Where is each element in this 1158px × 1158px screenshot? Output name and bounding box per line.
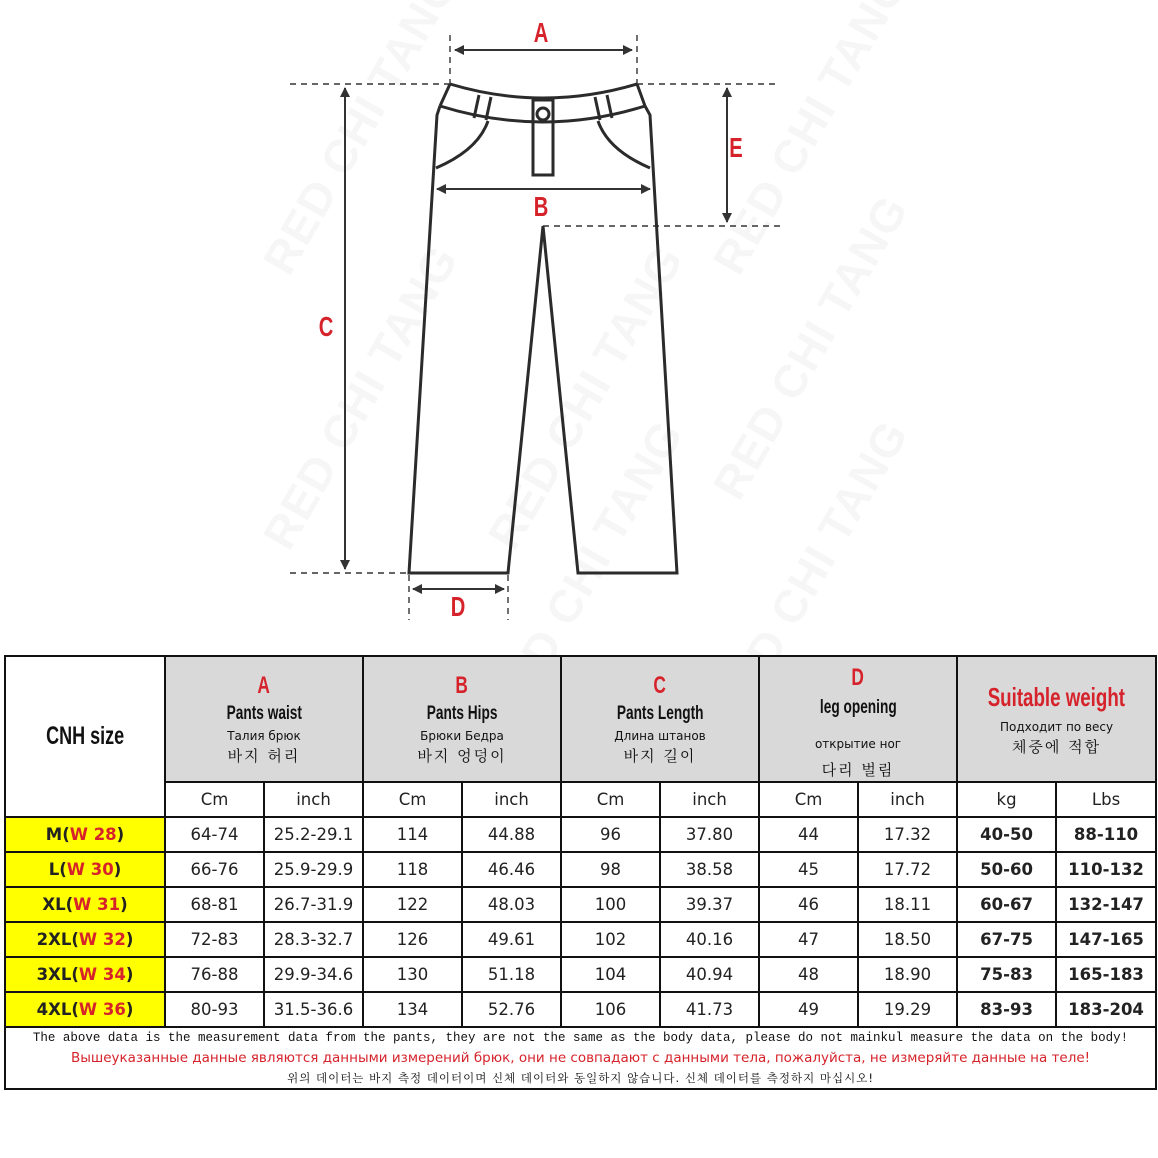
unit-length-inch: inch [660,782,759,817]
length-cm: 98 [561,852,660,887]
unit-row [5,782,1156,817]
leg-cm: 45 [759,852,858,887]
unit-hips-cm: Cm [363,782,462,817]
leg-cm: 46 [759,887,858,922]
note-row [5,1027,1156,1089]
unit-lbs: Lbs [1056,782,1156,817]
waist-inch: 28.3-32.7 [264,922,363,957]
waist-cm: 76-88 [165,957,264,992]
length-cm: 96 [561,817,660,852]
unit-waist-cm: Cm [165,782,264,817]
hips-inch: 46.46 [462,852,561,887]
length-cm: 106 [561,992,660,1027]
hips-inch: 51.18 [462,957,561,992]
length-inch: 40.16 [660,922,759,957]
leg-inch: 18.90 [858,957,957,992]
weight-lbs: 88-110 [1056,817,1156,852]
note-korean: 위의 데이터는 바지 측정 데이터이며 신체 데이터와 동일하지 않습니다. 신체 데이터를 측정하지 마십시오! [287,1071,874,1085]
size-label: M(W 28) [5,817,165,852]
waist-cm: 72-83 [165,922,264,957]
leg-cm: 48 [759,957,858,992]
length-cm: 104 [561,957,660,992]
weight-lbs: 110-132 [1056,852,1156,887]
waist-cm: 80-93 [165,992,264,1027]
unit-kg: kg [957,782,1056,817]
letter-d: D [851,664,865,691]
leg-cm: 47 [759,922,858,957]
note-russian: Вышеуказанные данные являются данными измерений брюк, они не совпадают с данными тела, пожалуйста, не измеряйте данные на теле! [70,1050,1091,1066]
length-cm: 102 [561,922,660,957]
header-row [5,656,1156,782]
hips-inch: 48.03 [462,887,561,922]
header-length: C Pants Length Длина штанов 바지 길이 [561,656,759,782]
header-waist: A Pants waist Талия брюк 바지 허리 [165,656,363,782]
waist-inch: 31.5-36.6 [264,992,363,1027]
hips-cm: 114 [363,817,462,852]
leg-cm: 49 [759,992,858,1027]
waist-inch: 25.2-29.1 [264,817,363,852]
unit-leg-cm: Cm [759,782,858,817]
weight-kg: 67-75 [957,922,1056,957]
length-cm: 100 [561,887,660,922]
hips-inch: 49.61 [462,922,561,957]
size-label: L(W 30) [5,852,165,887]
weight-kg: 83-93 [957,992,1056,1027]
label-c: C [318,311,334,342]
weight-kg: 75-83 [957,957,1056,992]
measurement-note [5,1027,1156,1089]
header-suitable-weight: Suitable weight Подходит по весу 체중에 적합 [957,656,1156,782]
length-inch: 40.94 [660,957,759,992]
cnh-size-header: CNH size [5,656,165,817]
waist-cm: 64-74 [165,817,264,852]
hips-cm: 126 [363,922,462,957]
length-inch: 41.73 [660,992,759,1027]
header-hips: B Pants Hips Брюки Бедра 바지 엉덩이 [363,656,561,782]
label-a: A [533,17,549,48]
table-row [5,852,1156,887]
waist-inch: 25.9-29.9 [264,852,363,887]
label-e: E [729,132,743,163]
length-inch: 39.37 [660,887,759,922]
unit-length-cm: Cm [561,782,660,817]
hips-cm: 122 [363,887,462,922]
table-row [5,922,1156,957]
size-chart-table [4,655,1157,1090]
weight-lbs: 183-204 [1056,992,1156,1027]
leg-inch: 17.72 [858,852,957,887]
size-label: XL(W 31) [5,887,165,922]
unit-hips-inch: inch [462,782,561,817]
waist-inch: 26.7-31.9 [264,887,363,922]
unit-waist-inch: inch [264,782,363,817]
weight-kg: 60-67 [957,887,1056,922]
weight-lbs: 132-147 [1056,887,1156,922]
leg-inch: 18.50 [858,922,957,957]
leg-inch: 19.29 [858,992,957,1027]
table-row [5,817,1156,852]
unit-leg-inch: inch [858,782,957,817]
size-label: 4XL(W 36) [5,992,165,1027]
waist-cm: 68-81 [165,887,264,922]
letter-b: B [455,672,469,699]
waist-inch: 29.9-34.6 [264,957,363,992]
size-label: 2XL(W 32) [5,922,165,957]
hips-inch: 44.88 [462,817,561,852]
table-row [5,887,1156,922]
length-inch: 37.80 [660,817,759,852]
letter-a: A [257,672,271,699]
table-row [5,992,1156,1027]
hips-inch: 52.76 [462,992,561,1027]
hips-cm: 118 [363,852,462,887]
label-b: B [533,191,549,222]
leg-inch: 18.11 [858,887,957,922]
weight-lbs: 165-183 [1056,957,1156,992]
size-label: 3XL(W 34) [5,957,165,992]
waist-cm: 66-76 [165,852,264,887]
length-inch: 38.58 [660,852,759,887]
note-english: The above data is the measurement data from the pants, they are not the same as the body data, please do not mainkul measure the data on the body! [32,1031,1129,1045]
hips-cm: 134 [363,992,462,1027]
weight-kg: 40-50 [957,817,1056,852]
hips-cm: 130 [363,957,462,992]
letter-c: C [653,672,667,699]
weight-kg: 50-60 [957,852,1056,887]
leg-cm: 44 [759,817,858,852]
header-leg-opening: D leg opening открытие ног 다리 벌림 [759,656,957,782]
label-d: D [450,591,466,622]
leg-inch: 17.32 [858,817,957,852]
weight-lbs: 147-165 [1056,922,1156,957]
table-row [5,957,1156,992]
